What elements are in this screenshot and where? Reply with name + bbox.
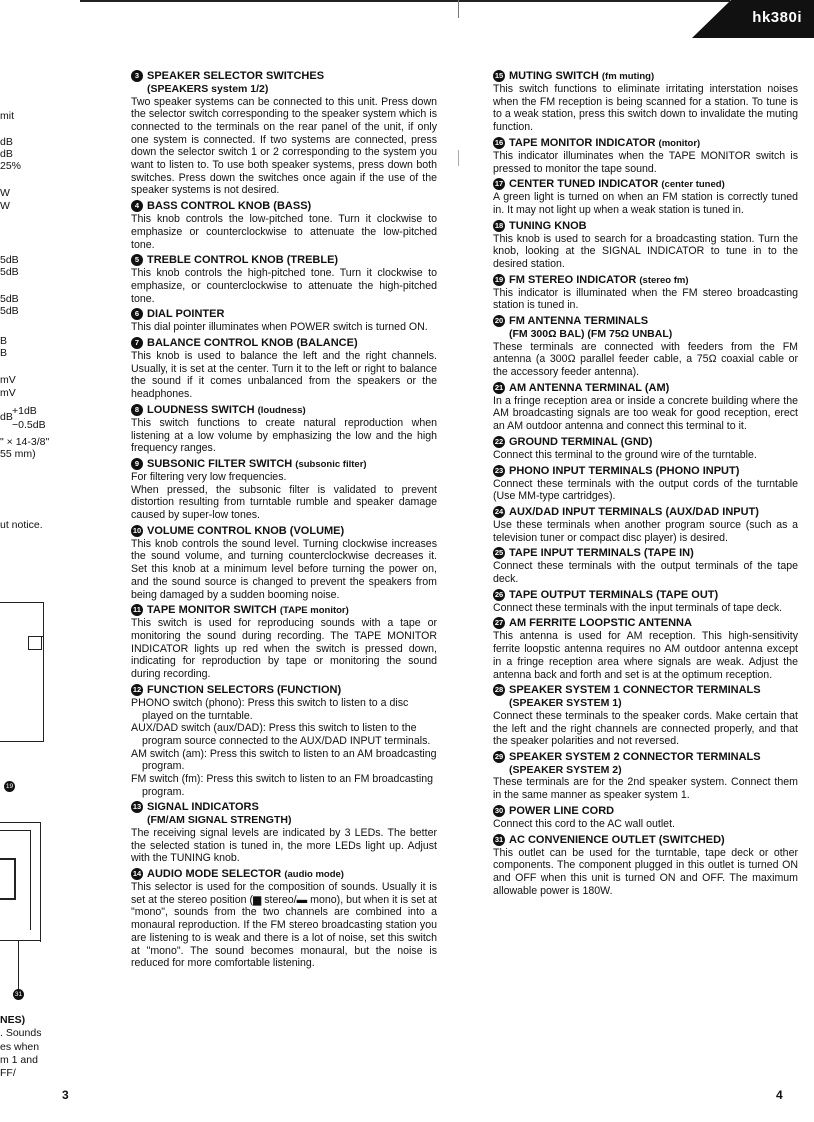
section [493, 506, 798, 544]
section-body [131, 267, 437, 305]
section-title [147, 308, 437, 321]
section-paragraph: This dial pointer illuminates when POWER switch is turned ON. [131, 321, 428, 334]
section-paragraph: This knob controls the high-pitched tone. Turn it clockwise to emphasize, or counterclockwise to attenuate the high-pitched tone. [131, 267, 437, 305]
section-paragraph: Use these terminals when another program source (such as a television tuner or compact disc player) is desired. [493, 518, 798, 544]
section-paragraph: This switch is used for reproducing sounds with a tape or monitoring the sound during recording. The TAPE MONITOR INDICATOR lights up red when the switch is pressed down, indicating for reproduction by tape or monitoring the sound during recording. [131, 617, 437, 681]
section-title-text: FM ANTENNA TERMINALS [509, 315, 649, 328]
section [493, 274, 798, 312]
section-number: 26 [494, 589, 504, 599]
center-fold-mark [458, 150, 459, 166]
page-number-right: 4 [776, 1088, 783, 1102]
diagram-line [0, 858, 16, 900]
section-title-text: SPEAKER SYSTEM 2 CONNECTOR TERMINALS [509, 750, 761, 763]
spec-fragment: mit [0, 110, 14, 122]
section-number: 14 [132, 869, 142, 879]
section [131, 868, 437, 970]
section-paragraph: This outlet can be used for the turntable, tape deck or other components. The component plugged in this outlet is turned ON and OFF when this unit is turned ON and OFF. The maximum allowable power is 180W. [493, 846, 798, 897]
footer-fragment: NES) [0, 1014, 26, 1026]
section-paragraph: Connect these terminals with the output terminals of the tape deck. [493, 560, 798, 586]
section-number: 31 [494, 834, 504, 844]
section-title [147, 337, 437, 350]
section-title-text: TUNING KNOB [509, 219, 587, 232]
diagram-line [0, 822, 40, 823]
section-heading [131, 404, 437, 417]
section-body [493, 478, 798, 503]
section [493, 220, 798, 271]
section-title [509, 617, 798, 630]
section-title [147, 684, 437, 697]
section-heading [131, 868, 437, 881]
section-title-text: POWER LINE CORD [509, 804, 615, 817]
section-paragraph: This selector is used for the composition of sounds. Usually it is set at the stereo position (▆ stereo/▬ mono), but when it is set at "mono", sounds from the two channels are combined into a monaural reproduction. If the FM stereo broadcasting station you are listening to is weak and there is a lot of noise, set this switch at "mono". The sound becomes monaural, but the noise is reduced for more comfortable listening. [131, 881, 437, 970]
section [493, 137, 798, 175]
section-subtitle: (FM/AM SIGNAL STRENGTH) [147, 814, 292, 827]
section-body [131, 417, 437, 455]
section [493, 834, 798, 898]
spec-fragment: 5dB [0, 305, 19, 317]
section-number: 28 [494, 685, 504, 695]
section-title-text: BASS CONTROL KNOB (BASS) [147, 200, 312, 213]
function-item: PHONO switch (phono): Press this switch to listen to a disc played on the turntable. [131, 696, 409, 722]
section-body [131, 538, 437, 602]
section [493, 315, 798, 379]
section-number: 8 [131, 404, 143, 416]
spec-fragment: mV [0, 374, 16, 386]
section-body [493, 395, 798, 433]
section-heading [493, 70, 798, 83]
section-body [493, 847, 798, 898]
center-fold-mark [458, 0, 459, 18]
section-paragraph: A green light is turned on when an FM station is correctly tuned in. It may not light up when a weak station is tuned in. [493, 191, 798, 216]
section-title [509, 137, 798, 150]
section-heading [493, 178, 798, 191]
section-number: 21 [494, 382, 504, 392]
section-title [147, 404, 437, 417]
section-title-text: AC CONVENIENCE OUTLET (SWITCHED) [509, 833, 725, 846]
section-title [509, 547, 798, 560]
section-tag: (TAPE monitor) [279, 605, 349, 617]
right-column [493, 70, 798, 900]
section [131, 801, 437, 865]
section-tag: (audio mode) [284, 869, 344, 881]
section-title-text: SPEAKER SYSTEM 1 CONNECTOR TERMINALS [509, 684, 761, 697]
diagram-line [43, 602, 44, 742]
section-number: 10 [132, 525, 142, 535]
spec-fragment: W [0, 187, 10, 199]
diagram-line [0, 940, 41, 941]
callout-31: 31 [14, 991, 23, 998]
callout-19: 19 [5, 783, 14, 790]
footer-fragment: . Sounds [0, 1027, 42, 1039]
section-paragraph: Connect these terminals with the input terminals of tape deck. [493, 601, 783, 614]
spec-fragment: B [0, 347, 8, 359]
section-number: 30 [494, 805, 504, 815]
page-number-left: 3 [62, 1088, 69, 1102]
section-tag: (loudness) [257, 404, 306, 416]
section-heading [493, 506, 798, 519]
function-item: FM switch (fm): Press this switch to listen to an FM broadcasting program. [131, 773, 434, 798]
section-title-text: AM FERRITE LOOPSTIC ANTENNA [509, 617, 692, 630]
section-heading [131, 200, 437, 213]
section-paragraph: In a fringe reception area or inside a concrete building where the AM broadcasting signals are too weak for good reception, erect an AM outdoor antenna and connect this terminal to it. [493, 394, 798, 433]
spec-fragment: 5dB [0, 293, 19, 305]
section [493, 465, 798, 503]
section-number: 22 [494, 436, 504, 446]
section-body [131, 471, 437, 522]
section-title-text: TAPE INPUT TERMINALS (TAPE IN) [509, 547, 694, 560]
section-title-text: VOLUME CONTROL KNOB (VOLUME) [147, 524, 345, 537]
section-title [509, 315, 798, 328]
section-body [131, 350, 437, 401]
section-number: 27 [494, 618, 504, 628]
section-paragraph: Connect these terminals with the output cords of the turntable (Use MM-type cartridges). [493, 477, 798, 503]
spec-fragment: B [0, 335, 8, 347]
section-body [493, 710, 798, 748]
section-title-text: FUNCTION SELECTORS (FUNCTION) [147, 683, 342, 696]
section-title-text: CENTER TUNED INDICATOR [509, 178, 659, 191]
section-paragraph: These terminals are connected with feeders from the FM antenna (a 300Ω parallel feeder cable, a 75Ω coaxial cable or the accessory feeder antenna). [493, 340, 798, 379]
section-body [493, 818, 798, 831]
section-number: 16 [494, 137, 504, 147]
section-body [493, 449, 798, 462]
section-heading [493, 137, 798, 150]
section-number: 15 [494, 71, 504, 80]
section-title-text: GROUND TERMINAL (GND) [509, 435, 653, 448]
section [493, 70, 798, 134]
section-heading [131, 254, 437, 267]
section-title [147, 868, 437, 881]
footer-fragment: FF/ [0, 1067, 16, 1079]
section-number: 25 [494, 548, 504, 558]
footer-fragment: es when [0, 1041, 40, 1053]
section-heading [131, 604, 437, 617]
section [493, 684, 798, 748]
section-body [493, 287, 798, 312]
section [131, 525, 437, 602]
section [493, 589, 798, 615]
section-heading [131, 70, 437, 83]
section-number: 24 [494, 506, 504, 516]
diagram-line [40, 822, 41, 942]
section-title [147, 254, 437, 267]
section-title-text: FM STEREO INDICATOR [509, 273, 637, 286]
section [493, 617, 798, 681]
section-title-text: DIAL POINTER [147, 308, 225, 321]
section-paragraph: This knob is used to search for a broadcasting station. Turn the knob, looking at the SIGNAL INDICATOR to tune in to the desired station. [493, 232, 798, 271]
section [493, 382, 798, 433]
section-number: 19 [494, 274, 504, 284]
section-paragraph: This indicator illuminates when the TAPE MONITOR switch is pressed to monitor the tape sound. [493, 149, 798, 175]
section-title-text: TREBLE CONTROL KNOB (TREBLE) [147, 254, 339, 267]
section-body [493, 602, 798, 615]
spec-fragment: ut notice. [0, 519, 43, 531]
section-title [147, 458, 437, 471]
section-title [509, 589, 798, 602]
section-title-text: LOUDNESS SWITCH [147, 403, 255, 416]
section [131, 604, 437, 681]
section-heading [131, 308, 437, 321]
section-paragraph: The receiving signal levels are indicated by 3 LEDs. The better the selected station is tuned in, the more LEDs light up. Adjust with the TUNING knob. [131, 826, 437, 865]
section-title-text: MUTING SWITCH [509, 70, 599, 82]
section-number: 3 [131, 70, 143, 82]
function-item: AUX/DAD switch (aux/DAD): Press this switch to listen to the program source connected to the AUX/DAD INPUT terminals. [131, 722, 431, 747]
section-heading [493, 834, 798, 847]
section-title [147, 525, 437, 538]
section-heading [493, 220, 798, 233]
function-item: AM switch (am): Press this switch to listen to an AM broadcasting program. [131, 747, 437, 773]
spec-fragment: W [0, 200, 10, 212]
section-title-text: SIGNAL INDICATORS [147, 801, 259, 814]
section-title [509, 751, 798, 764]
section-heading [131, 337, 437, 350]
section-heading [131, 525, 437, 538]
section-title [147, 200, 437, 213]
section-body [131, 827, 437, 865]
section-paragraph: These terminals are for the 2nd speaker system. Connect them in the same manner as speaker system 1. [493, 776, 798, 802]
section [131, 684, 437, 799]
section-number: 29 [494, 751, 504, 761]
section-heading [493, 436, 798, 449]
section [493, 805, 798, 831]
section-body [493, 341, 798, 379]
spec-fragment: dB [0, 411, 13, 423]
section-body [131, 213, 437, 251]
section-number: 7 [131, 337, 143, 349]
section-title [509, 274, 798, 287]
section-title-text: SPEAKER SELECTOR SWITCHES [147, 70, 325, 82]
section-number: 9 [131, 458, 143, 470]
section-title-text: BALANCE CONTROL KNOB (BALANCE) [147, 337, 358, 350]
section-paragraph: This knob controls the sound level. Turning clockwise increases the sound volume, and turning counterclockwise decreases it. Set this knob at a minimum level before turning the power on, and the sound source is changed to prevent the speakers from being damaged by a sudden booming noise. [131, 537, 437, 601]
section [493, 547, 798, 585]
spec-fragment: 5dB [0, 254, 19, 266]
section-paragraph: Connect these terminals to the speaker cords. Make certain that the left and the right channels are connected properly, and that the speaker polarities and not reversed. [493, 709, 798, 748]
section-heading [493, 589, 798, 602]
spec-fragment: dB [0, 148, 13, 160]
section-number: 4 [131, 200, 143, 212]
section [131, 404, 437, 455]
left-column [131, 70, 437, 973]
section-subtitle: (SPEAKER SYSTEM 2) [509, 763, 622, 776]
diagram-line [0, 602, 44, 603]
section-tag: (center tuned) [661, 179, 725, 191]
section-heading [493, 684, 798, 697]
section-paragraph: This switch functions to eliminate irritating interstation noises when the FM reception is being scanned for a station. To tune is to a weak station, press this switch down to invalidate the muting function. [493, 83, 798, 134]
section-paragraph: This antenna is used for AM reception. This high-sensitivity ferrite loopstic antenna requires no AM outdoor antenna except in a fringe reception area where signals are weak. Adjust the antenna back and forth and set is at the optimum reception. [493, 630, 798, 681]
section-body [493, 630, 798, 681]
model-name: hk380i [752, 9, 802, 26]
section [493, 436, 798, 462]
section-title-text: AM ANTENNA TERMINAL (AM) [509, 381, 670, 394]
section-number: 11 [131, 604, 143, 616]
diagram-line [0, 830, 30, 831]
section-body [493, 519, 798, 544]
diagram-line [0, 741, 44, 742]
section [493, 178, 798, 216]
section-paragraph: Connect this terminal to the ground wire of the turntable. [493, 448, 757, 461]
section-title-text: AUX/DAD INPUT TERMINALS (AUX/DAD INPUT) [509, 505, 759, 518]
section-heading [493, 617, 798, 630]
section-body [493, 191, 798, 216]
section [131, 337, 437, 401]
spec-fragment: " × 14-3/8" [0, 436, 50, 448]
section-title [509, 178, 798, 191]
section-paragraph: This indicator is illuminated when the FM stereo broadcasting station is tuned in. [493, 286, 798, 312]
section-tag: (subsonic filter) [295, 458, 367, 470]
section [493, 751, 798, 802]
section-heading [493, 465, 798, 478]
section-title-text: AUDIO MODE SELECTOR [147, 868, 282, 881]
section-title-text: TAPE OUTPUT TERMINALS (TAPE OUT) [509, 588, 719, 601]
section-title [509, 805, 798, 818]
section-paragraph: For filtering very low frequencies. [131, 470, 287, 483]
section-title [147, 70, 437, 83]
section-paragraph: Connect this cord to the AC wall outlet. [493, 817, 675, 830]
section-title [147, 801, 437, 814]
top-rule [80, 0, 730, 2]
section [131, 458, 437, 522]
section-heading [493, 315, 798, 328]
section-paragraph: When pressed, the subsonic filter is validated to prevent distortion resulting from turntable rumble and speaker damage caused by super-low tones. [131, 483, 437, 522]
section-subtitle: (SPEAKER SYSTEM 1) [509, 697, 622, 710]
section [131, 70, 437, 197]
section [131, 308, 437, 334]
section-body [493, 83, 798, 134]
footer-fragment: m 1 and [0, 1054, 38, 1066]
diagram-line [28, 636, 42, 650]
section-title-text: TAPE MONITOR INDICATOR [509, 136, 656, 149]
section-number: 20 [494, 316, 504, 326]
section-heading [493, 274, 798, 287]
section-heading [493, 547, 798, 560]
section-title [147, 604, 437, 617]
diagram-line [30, 830, 31, 930]
section-heading [131, 458, 437, 471]
spec-fragment: 55 mm) [0, 448, 36, 460]
spec-fragment: −0.5dB [12, 419, 46, 431]
section-paragraph: Two speaker systems can be connected to this unit. Press down the selector switch corresponding to the speaker system which is connected to the terminals on the rear panel of the unit, if only one system is connected. If two systems are connected, press down the selector switch 1 or 2 corresponding to the system you want to listen to. To use both speaker systems, press down both switches. Press down the switches once again if the use of the speaker systems is not desired. [131, 95, 437, 197]
function-list [131, 697, 437, 799]
section-title [509, 465, 798, 478]
section-body [131, 321, 437, 334]
section-tag: (stereo fm) [639, 274, 689, 286]
section-paragraph: This knob is used to balance the left and the right channels. Usually, it is set at the center. Turn it to the left or right to balance the sound if it comes unbalanced from the speakers or the headphones. [131, 350, 437, 401]
section-subtitle: (SPEAKERS system 1/2) [147, 83, 269, 95]
section-tag: (fm muting) [601, 71, 655, 82]
section-title [509, 382, 798, 395]
section-number: 13 [132, 802, 142, 812]
section-heading [493, 805, 798, 818]
spec-fragment: mV [0, 387, 16, 399]
section-paragraph: This switch functions to create natural reproduction when listening at a low volume by emphasizing the low and the high frequency ranges. [131, 416, 437, 455]
section-number: 12 [132, 684, 142, 694]
section-body [131, 617, 437, 681]
spec-fragment: 5dB [0, 266, 19, 278]
section-subtitle: (FM 300Ω BAL) (FM 75Ω UNBAL) [509, 328, 673, 341]
section-body [131, 881, 437, 970]
spec-fragment: 25% [0, 160, 22, 172]
section-heading [131, 801, 437, 814]
section-number: 23 [494, 465, 504, 475]
section [131, 200, 437, 251]
section-number: 6 [131, 308, 143, 320]
section-paragraph: This knob controls the low-pitched tone. Turn it clockwise to emphasize or counterclockwise to attenuate the low-pitched tone. [131, 213, 437, 251]
spec-fragment: +1dB [12, 405, 37, 417]
section-body [493, 150, 798, 175]
spec-fragment: dB [0, 136, 13, 148]
section-body [131, 96, 437, 198]
diagram-line [18, 940, 19, 990]
section-heading [131, 684, 437, 697]
section-title [509, 220, 798, 233]
section-number: 18 [494, 220, 504, 230]
section-heading [493, 751, 798, 764]
section-title [509, 70, 798, 83]
section [131, 254, 437, 305]
section-title [509, 506, 798, 519]
section-title-text: PHONO INPUT TERMINALS (PHONO INPUT) [509, 464, 740, 477]
section-title [509, 684, 798, 697]
section-title [509, 436, 798, 449]
section-body [493, 233, 798, 271]
section-heading [493, 382, 798, 395]
section-title-text: TAPE MONITOR SWITCH [147, 604, 277, 617]
section-body [493, 560, 798, 585]
section-body [493, 776, 798, 801]
section-number: 17 [494, 179, 504, 189]
section-title [509, 834, 798, 847]
section-number: 5 [131, 254, 143, 266]
section-tag: (monitor) [658, 137, 701, 149]
section-title-text: SUBSONIC FILTER SWITCH [147, 457, 293, 470]
